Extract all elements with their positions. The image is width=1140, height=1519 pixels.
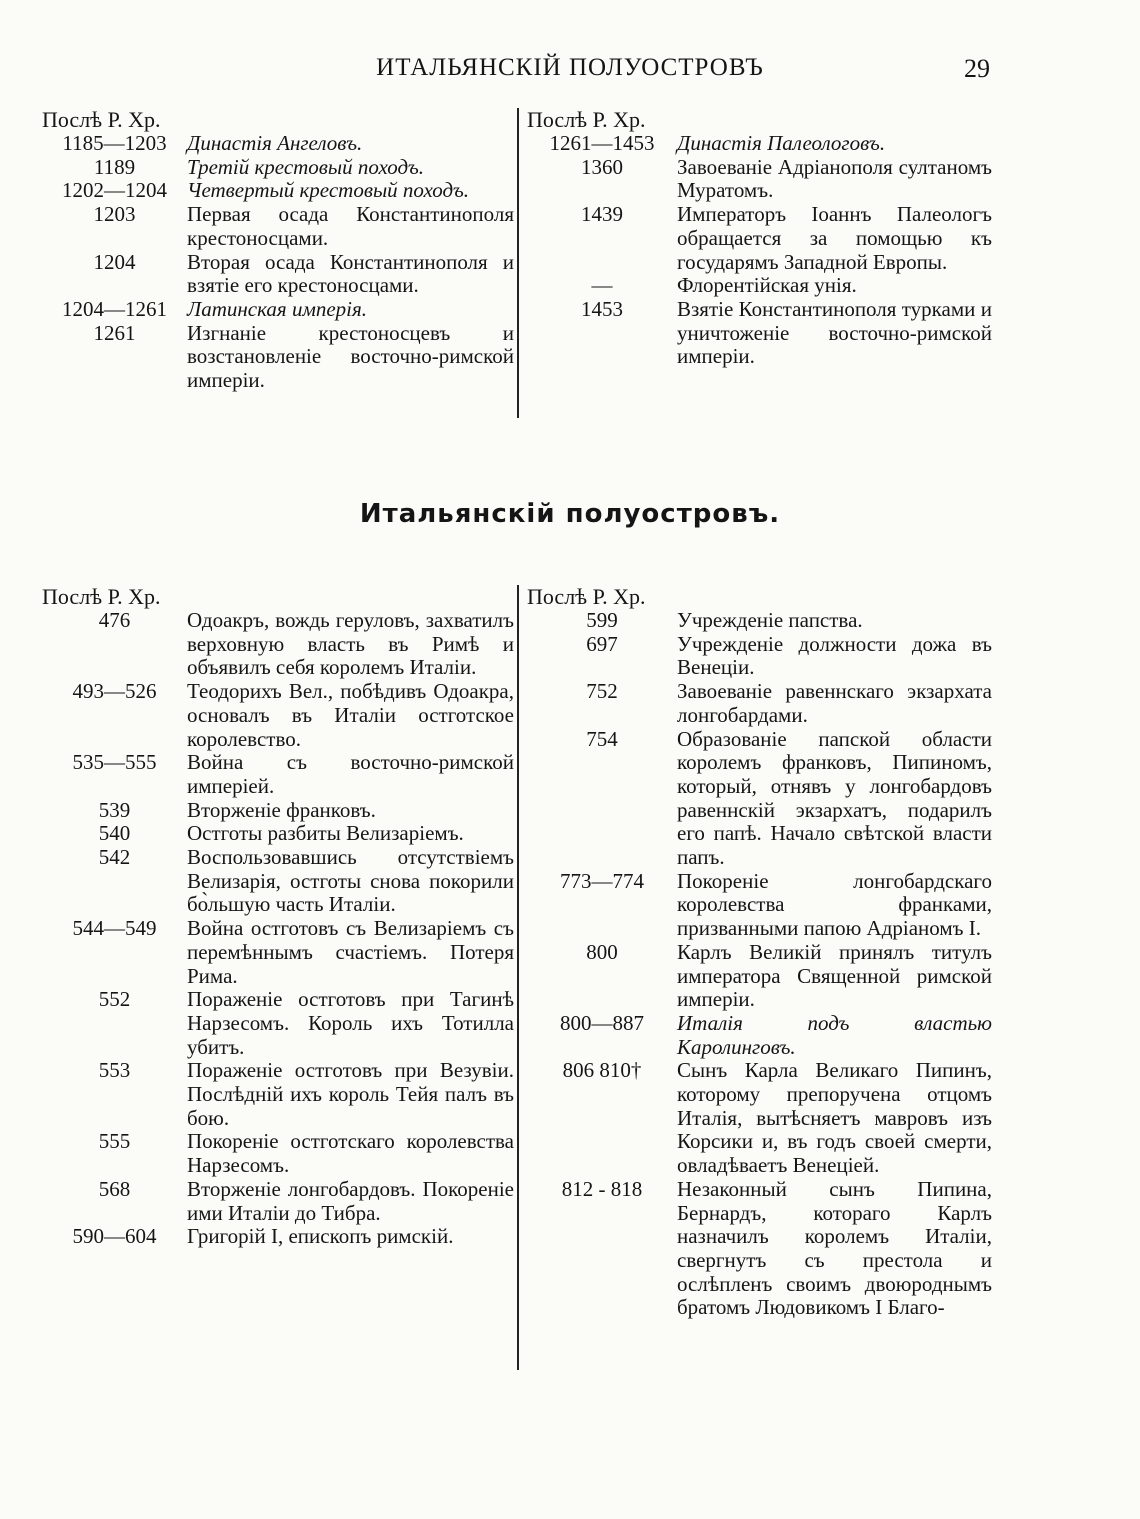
entry-text: Война съ восточно-римской имперіей.	[187, 750, 514, 798]
entry-date: 752	[586, 679, 618, 704]
list-item	[527, 298, 992, 369]
entry-date: 773—774	[560, 868, 644, 893]
entry-text: Династія Палеологовъ.	[677, 131, 886, 155]
column-heading: Послѣ Р. Хр.	[527, 107, 646, 132]
list-item	[42, 846, 514, 917]
entry-text: Учрежденіе должности дожа въ Венеціи.	[677, 631, 992, 680]
list-item	[527, 203, 992, 274]
entry-text: Сынъ Карла Великаго Пипинъ, которому препоручена отцомъ Италія, вытѣсняетъ мавровъ изъ Корсики и, въ годъ своей смерти, овладѣваетъ Венеціей.	[677, 1058, 992, 1178]
list-item	[42, 298, 514, 322]
list-item	[527, 633, 992, 680]
entry-date: 539	[98, 797, 131, 822]
entry-date: 806 810†	[562, 1058, 642, 1083]
running-title: ИТАЛЬЯНСКІЙ ПОЛУОСТРОВЪ	[376, 54, 764, 81]
column-divider	[517, 585, 519, 1370]
entry-text: Воспользовавшись отсутствіемъ Велизарія, остготы снова покорили бо̀льшую часть Италіи.	[187, 845, 514, 917]
entry-date: 553	[98, 1058, 131, 1083]
list-item	[527, 870, 992, 941]
entry-text: Латинская имперія.	[187, 296, 368, 321]
entry-date: 535—555	[72, 750, 157, 775]
entry-text: Пораженіе остготовъ при Везувіи. Послѣдній ихъ король Тейя палъ въ бою.	[187, 1058, 514, 1130]
list-item	[527, 728, 992, 870]
page-number: 29	[964, 54, 990, 83]
section-title: Итальянскій полуостровъ.	[359, 499, 781, 529]
entry-text: Вторженіе лонгобардовъ. Покореніе ими Италіи до Тибра.	[187, 1176, 514, 1225]
entry-date: 1189	[93, 154, 136, 179]
entry-date: 568	[98, 1176, 131, 1201]
column-heading: Послѣ Р. Хр.	[42, 107, 161, 132]
top-right-column	[527, 108, 992, 369]
list-item	[42, 1178, 514, 1225]
entry-date: 476	[98, 608, 131, 632]
entry-date: 812 - 818	[561, 1176, 643, 1201]
entry-date: 1204—1261	[62, 296, 167, 321]
entry-date: 800	[586, 939, 618, 964]
entry-text: Учрежденіе папства.	[677, 608, 863, 632]
entry-text: Карлъ Великій принялъ титулъ императора Священной римской имперіи.	[677, 939, 992, 1012]
list-item	[527, 1059, 992, 1178]
list-item	[527, 941, 992, 1012]
entry-text: Война остготовъ съ Велизаріемъ съ перемѣннымъ счастіемъ. Потеря Рима.	[187, 916, 514, 988]
entry-date: 1261—1453	[549, 131, 655, 155]
entry-date: 544—549	[72, 916, 157, 941]
entry-text: Одоакръ, вождь геруловъ, захватилъ верховную власть въ Римѣ и объявилъ себя королемъ Италіи.	[187, 608, 514, 680]
list-item	[42, 609, 514, 680]
list-item	[42, 156, 514, 180]
column-heading: Послѣ Р. Хр.	[42, 584, 161, 609]
entry-text: Покореніе лонгобардскаго королевства франками, призванными папою Адріаномъ I.	[677, 868, 992, 941]
list-item	[42, 1225, 514, 1249]
entry-date: 540	[98, 821, 131, 846]
list-item	[42, 988, 514, 1059]
list-item	[527, 1178, 992, 1320]
entry-date: 697	[586, 631, 618, 656]
entry-text: Образованіе папской области королемъ франковъ, Пипиномъ, который, отнявъ у лонгобардовъ равеннскій экзархатъ, подарилъ его папѣ. Начало свѣтской власти папъ.	[677, 726, 992, 870]
entry-date: 1439	[581, 202, 623, 227]
entry-date: 590—604	[72, 1224, 157, 1249]
entry-date: 1453	[581, 296, 623, 321]
entry-date: 800—887	[560, 1010, 644, 1035]
entry-text: Императоръ Іоаннъ Палеологъ обращается за помощью къ государямъ Западной Европы.	[677, 202, 992, 274]
list-item	[42, 322, 514, 393]
entry-text: Четвертый крестовый походъ.	[187, 178, 470, 203]
list-item	[527, 156, 992, 203]
entry-date: 555	[98, 1129, 131, 1154]
entry-text: Завоеваніе равеннскаго экзархата лонгобардами.	[677, 679, 992, 727]
list-item	[42, 680, 514, 751]
entry-text: Теодорихъ Вел., побѣдивъ Одоакра, основалъ въ Италіи остготское королевство.	[187, 679, 514, 751]
entry-date: 754	[586, 726, 618, 751]
list-item	[42, 822, 514, 846]
entry-date: 1360	[581, 154, 623, 179]
list-item	[42, 203, 514, 250]
list-item	[527, 609, 992, 633]
list-item	[527, 680, 992, 727]
list-item	[42, 917, 514, 988]
entry-date: 1202—1204	[62, 178, 167, 203]
list-item	[42, 251, 514, 298]
list-item	[42, 132, 514, 156]
entry-text: Незаконный сынъ Пипина, Бернардъ, котораго Карлъ назначилъ королемъ Италіи, свергнутъ съ престола и ослѣпленъ своимъ двоюроднымъ братомъ Людовикомъ I Благо-	[677, 1176, 992, 1320]
list-item	[527, 132, 992, 156]
entry-text: Остготы разбиты Велизаріемъ.	[187, 821, 464, 846]
entry-date: 599	[586, 608, 618, 632]
list-item	[42, 179, 514, 203]
entry-text: Григорій I, епископъ римскій.	[187, 1224, 454, 1249]
entry-date: 542	[98, 845, 131, 870]
entry-text: Вторженіе франковъ.	[187, 797, 376, 822]
bottom-left-column	[42, 585, 514, 1249]
list-item	[42, 1130, 514, 1177]
entry-text: Покореніе остготскаго королевства Нарзесомъ.	[187, 1129, 514, 1178]
column-divider	[517, 108, 519, 418]
entry-date: 1185—1203	[62, 131, 167, 155]
entry-date: 493—526	[72, 679, 157, 704]
entry-date: 1204	[93, 249, 136, 274]
entry-date: 1203	[93, 202, 136, 227]
entry-text: Первая осада Константинополя крестоносцами.	[187, 202, 514, 250]
entry-date: —	[591, 273, 613, 298]
entry-text: Италія подъ властью Каролинговъ.	[677, 1010, 992, 1059]
entry-text: Третій крестовый походъ.	[187, 154, 424, 179]
list-item	[527, 274, 992, 298]
entry-text: Династія Ангеловъ.	[187, 131, 363, 155]
list-item	[42, 799, 514, 823]
entry-date: 1261	[93, 320, 136, 345]
list-item	[42, 1059, 514, 1130]
bottom-right-column	[527, 585, 992, 1320]
entry-text: Завоеваніе Адріанополя султаномъ Муратомъ.	[677, 154, 992, 203]
entry-text: Вторая осада Константинополя и взятіе его крестоносцами.	[187, 249, 514, 298]
top-left-column	[42, 108, 514, 393]
list-item	[527, 1012, 992, 1059]
entry-text: Пораженіе остготовъ при Тагинѣ Нарзесомъ. Король ихъ Тотилла убитъ.	[187, 987, 514, 1059]
entry-text: Взятіе Константинополя турками и уничтоженіе восточно-римской имперіи.	[677, 296, 992, 369]
entry-text: Флорентійская унія.	[677, 273, 857, 298]
list-item	[42, 751, 514, 798]
column-heading: Послѣ Р. Хр.	[527, 584, 646, 609]
entry-text: Изгнаніе крестоносцевъ и возстановленіе восточно-римской имперіи.	[187, 320, 514, 393]
entry-date: 552	[98, 987, 131, 1012]
